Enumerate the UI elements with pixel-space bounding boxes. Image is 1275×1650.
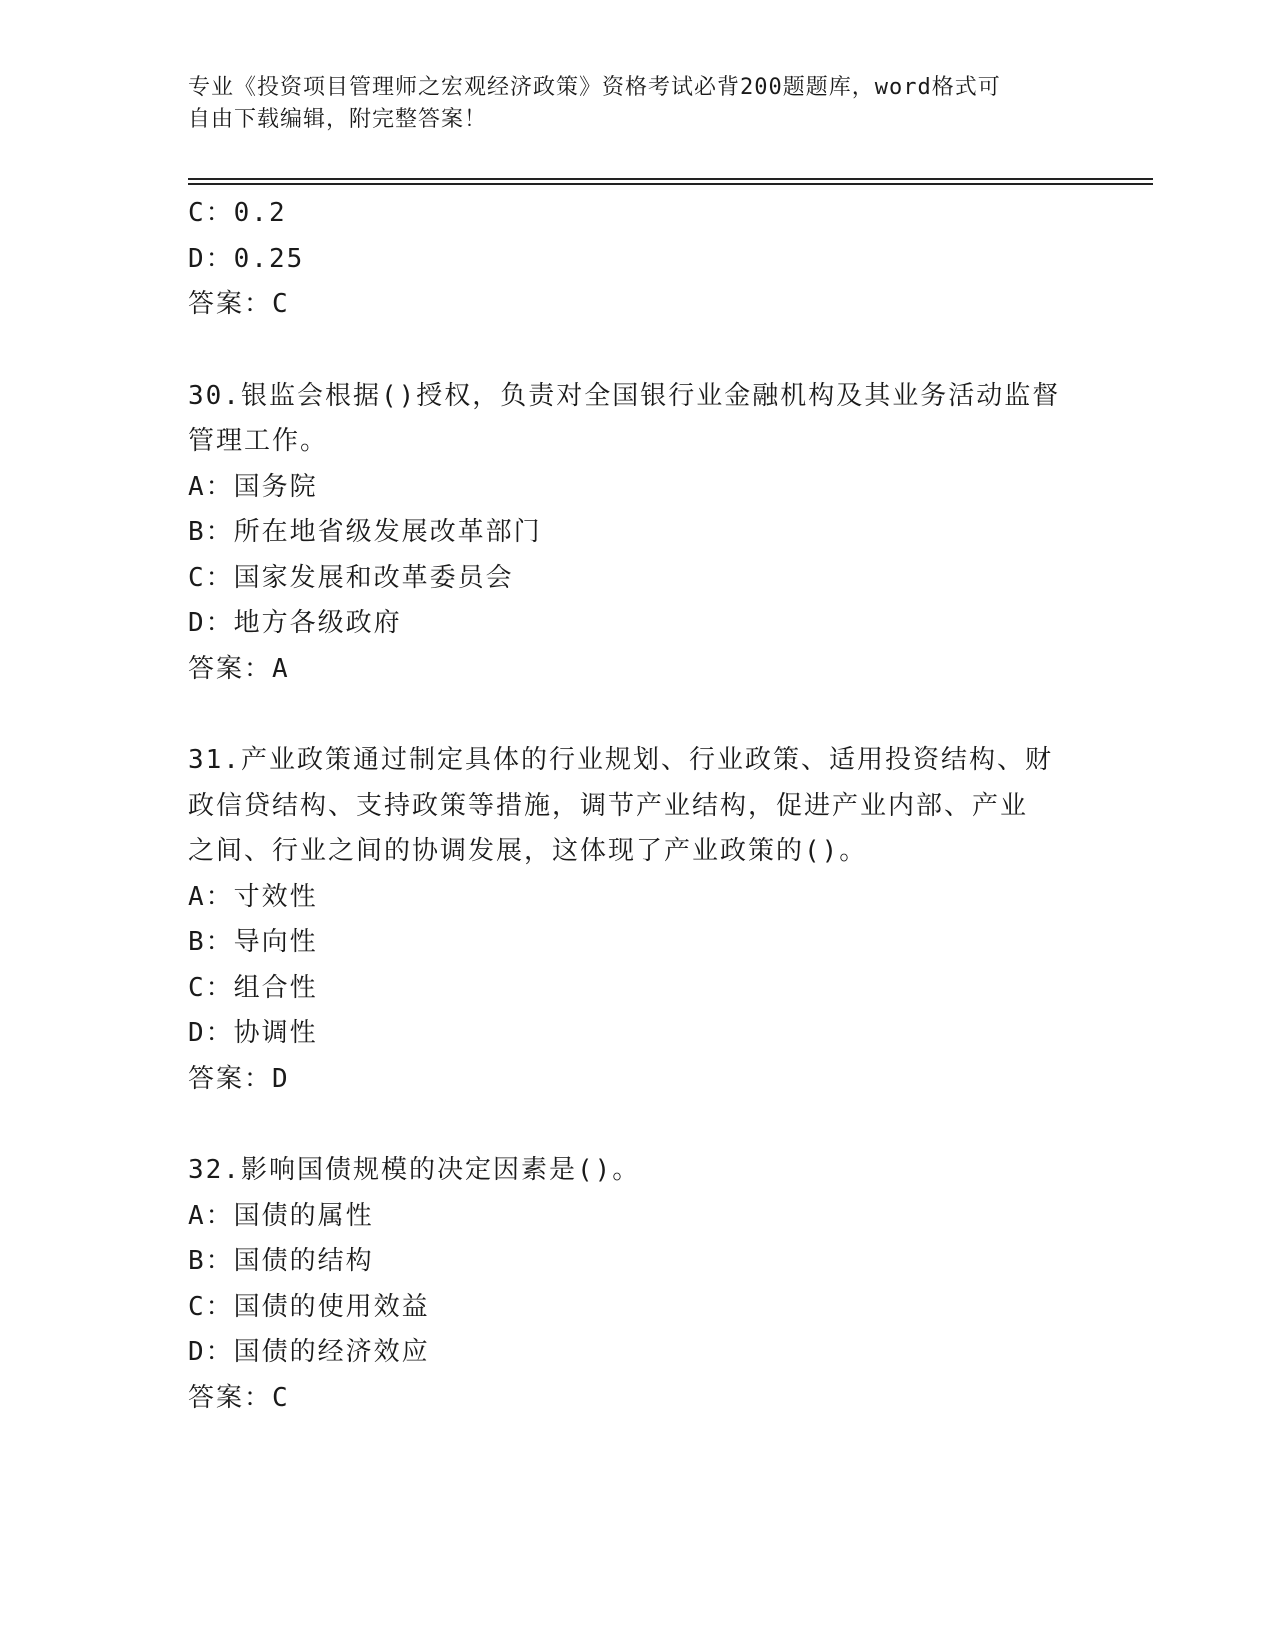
option-a: A：国务院 (188, 471, 318, 502)
answer-line: 答案：C (188, 1382, 290, 1413)
document-header (188, 72, 1088, 136)
answer-line: 答案：D (188, 1063, 290, 1094)
header-title-line-1: 专业《投资项目管理师之宏观经济政策》资格考试必背200题题库，word格式可 (188, 75, 1001, 100)
question-30 (188, 374, 1088, 693)
option-b: B：国债的结构 (188, 1246, 374, 1276)
option-c: C：组合性 (188, 972, 318, 1003)
spacer (188, 1102, 1088, 1148)
document-body (188, 191, 1088, 1421)
option-b: B：导向性 (188, 927, 318, 957)
question-stem-line: 31.产业政策通过制定具体的行业规划、行业政策、适用投资结构、财 (188, 745, 1053, 775)
question-stem-line: 之间、行业之间的协调发展，这体现了产业政策的()。 (188, 836, 868, 866)
spacer (188, 328, 1088, 374)
header-divider-top (188, 178, 1153, 180)
answer-line: 答案：A (188, 653, 290, 684)
option-a: A：寸效性 (188, 881, 318, 912)
option-c: C：国家发展和改革委员会 (188, 562, 514, 593)
question-stem-line: 管理工作。 (188, 426, 329, 456)
question-stem-line: 32.影响国债规模的决定因素是()。 (188, 1155, 641, 1185)
previous-question-tail (188, 191, 1088, 328)
option-b: B：所在地省级发展改革部门 (188, 517, 542, 547)
header-divider-bottom (188, 183, 1153, 185)
option-d: D：0.25 (188, 243, 305, 274)
header-title-line-2: 自由下载编辑，附完整答案！ (188, 107, 488, 132)
option-d: D：国债的经济效应 (188, 1337, 430, 1367)
question-32 (188, 1148, 1088, 1421)
question-stem-line: 政信贷结构、支持政策等措施，调节产业结构，促进产业内部、产业 (188, 790, 1029, 821)
option-d: D：地方各级政府 (188, 608, 402, 638)
spacer (188, 692, 1088, 738)
question-stem-line: 30.银监会根据()授权，负责对全国银行业金融机构及其业务活动监督 (188, 380, 1061, 411)
question-31 (188, 738, 1088, 1102)
option-c: C：国债的使用效益 (188, 1291, 430, 1322)
option-d: D：协调性 (188, 1018, 318, 1048)
option-c: C：0.2 (188, 198, 287, 228)
option-a: A：国债的属性 (188, 1200, 374, 1231)
answer-line: 答案：C (188, 289, 290, 319)
